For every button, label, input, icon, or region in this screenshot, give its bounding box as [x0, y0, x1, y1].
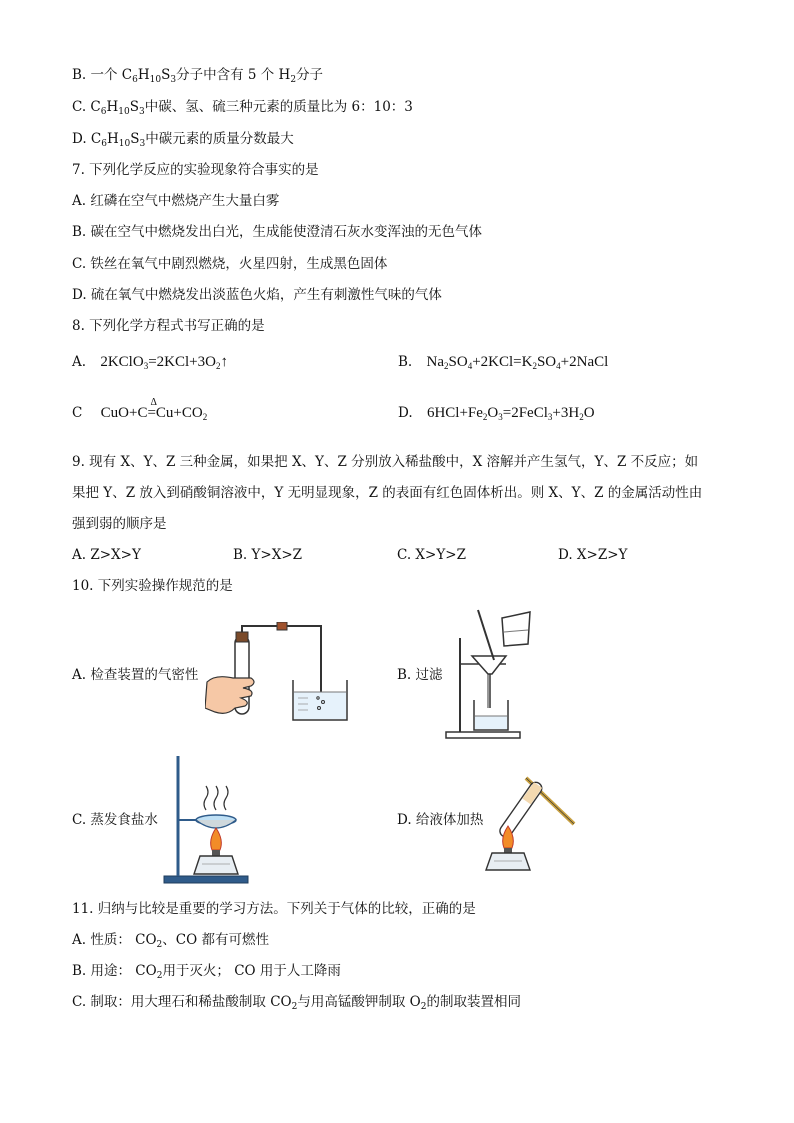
subscript: 3 [547, 412, 553, 422]
q8-option-b [398, 353, 608, 375]
q7-option-a: A. 红磷在空气中燃烧产生大量白雾 [72, 193, 280, 209]
option-label: B. [398, 354, 413, 370]
subscript: 4 [556, 361, 561, 371]
text: =2KCl+3O [148, 354, 216, 370]
subscript: 3 [170, 75, 177, 85]
subscript: 2 [482, 412, 488, 422]
subscript: 2 [444, 361, 449, 371]
option-label: D. [398, 405, 413, 421]
text: +2KCl=K [472, 354, 533, 370]
q10-option-a-label: A. 检查装置的气密性 [72, 667, 199, 683]
text: = [147, 405, 156, 421]
subscript: 6 [100, 107, 107, 117]
evaporation-figure [160, 752, 252, 886]
subscript: 2 [420, 1002, 427, 1012]
q9-stem-line2: 果把 Y、Z 放入到硝酸铜溶液中，Y 无明显现象，Z 的表面有红色固体析出。则 X、Y、Z 的金属活动性由 [72, 485, 703, 501]
text: S [130, 131, 140, 147]
q11-option-a [72, 931, 269, 954]
airtightness-check-figure [205, 622, 350, 722]
text: 分子 [296, 67, 324, 83]
q7-stem: 7. 下列化学反应的实验现象符合事实的是 [72, 162, 319, 178]
text: S [129, 99, 139, 115]
q11-option-b [72, 962, 341, 985]
text: C. 制取：用大理石和稀盐酸制取 CO [72, 994, 292, 1010]
text: ↑ [220, 354, 228, 370]
subscript: 2 [290, 75, 297, 85]
subscript: 10 [118, 139, 131, 149]
subscript: 3 [143, 361, 149, 371]
q11-stem: 11. 归纳与比较是重要的学习方法。下列关于气体的比较，正确的是 [72, 901, 476, 917]
q9-stem-line1: 9. 现有 X、Y、Z 三种金属，如果把 X、Y、Z 分别放入稀盐酸中，X 溶解并产生氢气，Y、Z 不反应；如 [72, 454, 699, 470]
heat-condition [147, 397, 157, 422]
text: Cu+CO [155, 405, 203, 421]
text: H [106, 99, 119, 115]
subscript: 2 [156, 940, 163, 950]
q6-option-d [72, 130, 294, 153]
filtration-figure [444, 608, 534, 740]
q9-option-d: D. X>Z>Y [558, 547, 628, 563]
text: O [583, 405, 595, 421]
subscript: 2 [215, 361, 221, 371]
subscript: 2 [202, 412, 208, 422]
text: Na [426, 354, 445, 370]
option-label: A. [72, 354, 87, 370]
q7-option-c: C. 铁丝在氧气中剧烈燃烧，火星四射，生成黑色固体 [72, 256, 388, 272]
subscript: 3 [138, 107, 145, 117]
equation [100, 354, 228, 370]
text: +2NaCl [560, 354, 609, 370]
subscript: 3 [498, 412, 503, 422]
delta-symbol: Δ [150, 397, 157, 408]
text: H [107, 131, 119, 147]
text: 中碳、氢、硫三种元素的质量比为 6：10：3 [144, 99, 413, 115]
text: 与用高锰酸钾制取 O [297, 994, 421, 1010]
text: O [487, 405, 499, 421]
text: C. C [72, 99, 101, 115]
subscript: 2 [156, 971, 163, 981]
equation [100, 397, 208, 422]
text: A. 性质： CO [72, 932, 157, 948]
subscript: 3 [139, 139, 146, 149]
subscript: 2 [532, 361, 537, 371]
text: 中碳元素的质量分数最大 [145, 131, 294, 147]
q8-stem: 8. 下列化学方程式书写正确的是 [72, 318, 265, 334]
text: 6HCl+Fe [426, 405, 483, 421]
q10-option-d-label: D. 给液体加热 [397, 812, 484, 828]
q8-option-a [72, 353, 228, 375]
heating-liquid-figure [482, 768, 578, 872]
subscript: 6 [132, 75, 138, 85]
q11-option-c [72, 993, 521, 1016]
subscript: 10 [118, 107, 130, 117]
text: 分子中含有 5 个 H [176, 67, 291, 83]
text: +3H [552, 405, 580, 421]
option-label: C [72, 405, 83, 421]
text: 、CO 都有可燃性 [162, 932, 269, 948]
text: 用于灭火； CO 用于人工降雨 [162, 963, 341, 979]
q6-option-c [72, 98, 413, 121]
q8-option-c [72, 397, 208, 426]
text: CuO+C [100, 405, 148, 421]
subscript: 6 [101, 139, 107, 149]
q9-option-b: B. Y>X>Z [233, 547, 303, 563]
q9-option-c: C. X>Y>Z [397, 547, 466, 563]
text: B. 一个 C [72, 67, 133, 83]
text: H [137, 67, 150, 83]
text: SO [536, 354, 557, 370]
subscript: 4 [467, 361, 473, 371]
text: =2FeCl [502, 405, 548, 421]
q9-option-a: A. Z>X>Y [72, 547, 141, 563]
q10-option-c-label: C. 蒸发食盐水 [72, 812, 158, 828]
q7-option-d: D. 硫在氧气中燃烧发出淡蓝色火焰，产生有刺激性气味的气体 [72, 287, 442, 303]
equation [427, 405, 595, 421]
equation [427, 354, 609, 370]
text: S [161, 67, 171, 83]
q7-option-b: B. 碳在空气中燃烧发出白光，生成能使澄清石灰水变浑浊的无色气体 [72, 224, 483, 240]
q9-stem-line3: 强到弱的顺序是 [72, 516, 167, 532]
text: 2KClO [100, 354, 144, 370]
subscript: 2 [291, 1002, 298, 1012]
text: D. C [72, 131, 102, 147]
q10-option-b-label: B. 过滤 [397, 667, 443, 683]
q8-option-d [398, 404, 595, 426]
q10-stem: 10. 下列实验操作规范的是 [72, 578, 233, 594]
subscript: 2 [579, 412, 584, 422]
text: B. 用途： CO [72, 963, 157, 979]
text: SO [448, 354, 468, 370]
q6-option-b [72, 66, 323, 89]
text: 的制取装置相同 [426, 994, 521, 1010]
subscript: 10 [149, 75, 162, 85]
